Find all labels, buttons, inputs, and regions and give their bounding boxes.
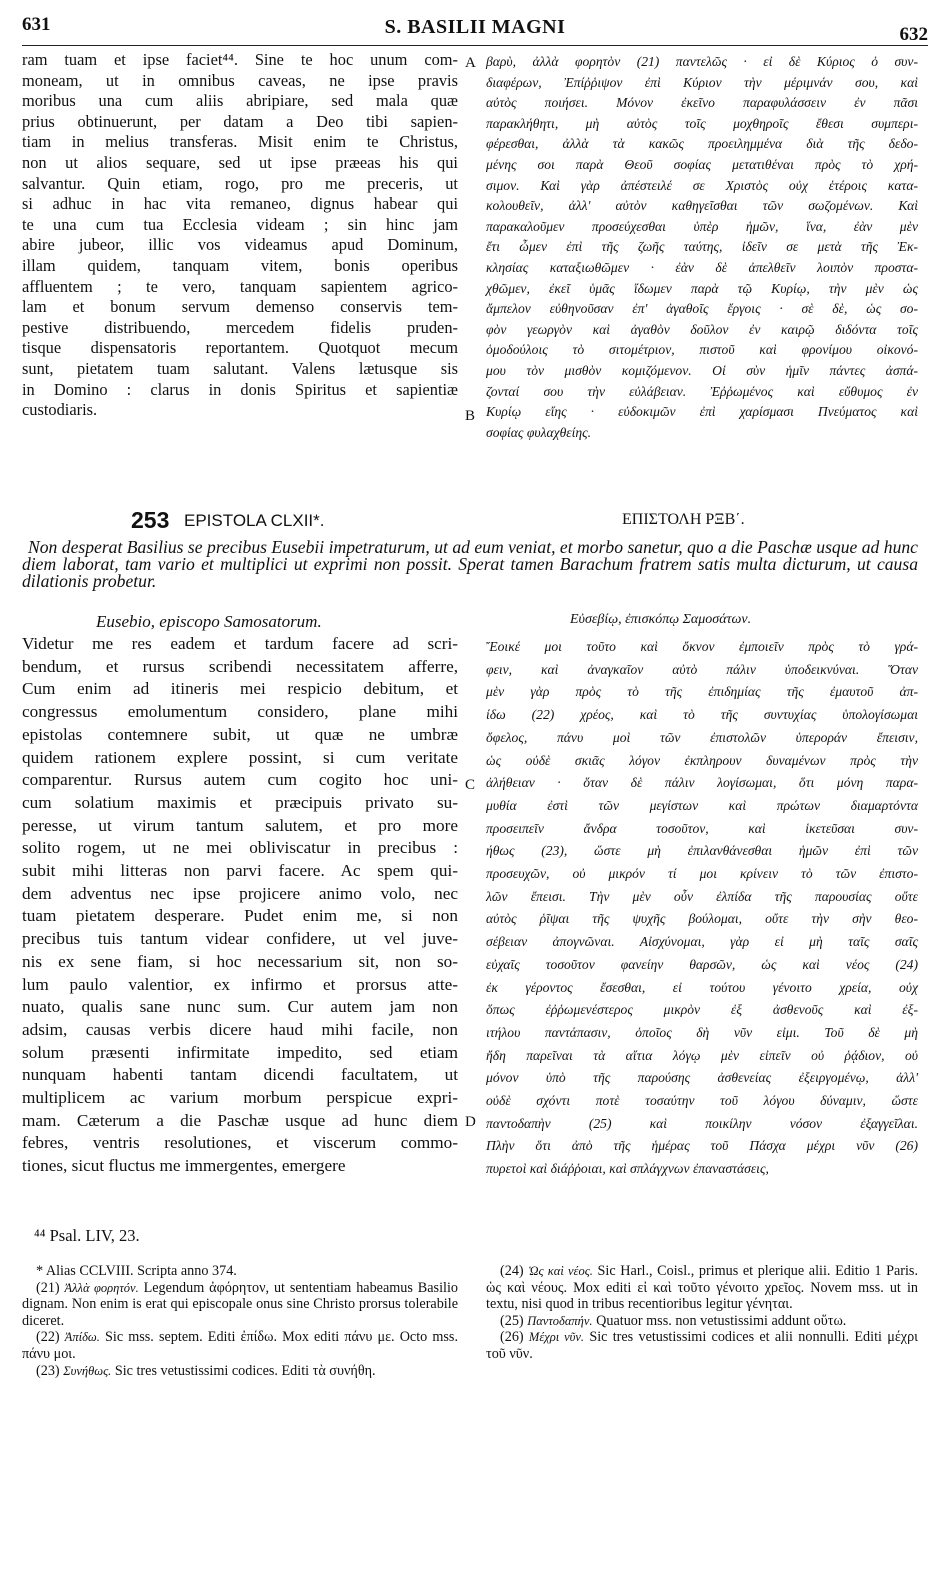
- text-line: ὅπως ἐῤῥωμενέστερος μικρὸν ἐξ ἀσθενοῦς καὶ ἐξ-: [486, 1002, 918, 1018]
- note-text: Quatuor mss. non vetustissimi addunt οὕτω.: [592, 1312, 847, 1329]
- text-line: febres, ventris resolutiones, et viscerum commo-: [22, 1133, 458, 1153]
- note-item: [486, 1263, 918, 1313]
- note-number: (25): [500, 1312, 528, 1329]
- text-line: ιτήλου παντάπασιν, ὁποῖος δὴ νῦν εἰμι. Τοῦ δὲ μὴ: [486, 1024, 918, 1040]
- note-lemma: Μέχρι νῦν.: [528, 1330, 585, 1345]
- text-line: nuato, qualis sane nunc sum. Cur autem jam non: [22, 997, 458, 1017]
- text-line: ὁμοδούλοις τὸ σιτομέτριον, πιστοῦ καὶ φρονίμου οἰκονό-: [486, 342, 918, 358]
- text-line: si adhuc in hac vita remaneo, dignus habear qui: [22, 194, 458, 214]
- text-line: ram tuam et ipse faciet⁴⁴. Sine te hoc unum com-: [22, 50, 458, 69]
- note-number: (24): [500, 1263, 529, 1279]
- text-line: cum solatium maximis et præcipuis privato su-: [22, 792, 458, 812]
- text-line: non ut alios sequare, sed ut ipse præeas his qui: [22, 152, 458, 172]
- text-line: prius obtinuerunt, per datam a Deo tibi sapien-: [22, 111, 458, 131]
- text-line: αὐτὸς ῥῖψαι τῆς ψυχῆς βούλομαι, οὔτε τὴν σὴν θεο-: [486, 911, 918, 927]
- epistle-greek-title: ΕΠΙΣΤΟΛΗ ΡΞΒ΄.: [622, 511, 745, 528]
- text-line: peresse, ut virum tantum salutem, et pro more: [22, 815, 458, 835]
- text-line: Cum enim ad itineris mei respicio debitum, et: [22, 679, 458, 699]
- text-line: σέβειαν ἀπογνῶναι. Αἰσχύνομαι, γὰρ εἰ μὴ ταῖς σαῖς: [486, 934, 918, 950]
- note-number: (23): [36, 1362, 64, 1379]
- text-line: tiones, sicut fluctus me immergentes, emergere: [22, 1156, 346, 1176]
- text-line: moribus una cum aliis abripiare, sed mala quæ: [22, 91, 458, 111]
- body-latin-column: [22, 633, 458, 1178]
- note-text: Sic tres vetustissimi codices. Editi τὰ συνήθη.: [111, 1362, 376, 1379]
- text-line: ἄμπελον εὐθηνοῦσαν ἐπ' ἀγαθοῖς ἔργοις · σὲ δὲ, ὡς σο-: [486, 301, 918, 317]
- text-line: ὄφελος, πάνυ μοὶ τῶν ἐπιστολῶν ὑπεροράν ἔπεισιν,: [486, 729, 918, 745]
- body-greek-column: [486, 636, 918, 1181]
- text-line: εὐχαῖς τοσοῦτον φανείην θαρσῶν, ὡς καὶ νέος (24): [486, 956, 918, 972]
- notes-left-column: [22, 1263, 458, 1379]
- text-line: παντοδαπὴν (25) καὶ ποικίλην νόσον ἐξαγγεῖλαι.: [486, 1115, 918, 1131]
- text-line: Videtur me res eadem et tardum facere ad scri-: [22, 634, 458, 653]
- running-title: S. BASILII MAGNI: [384, 16, 566, 38]
- note-lemma: Ἀλλὰ φορητόν.: [64, 1280, 139, 1295]
- epistle-number: 253: [131, 507, 170, 533]
- page-number-left: 631: [22, 14, 51, 35]
- note-item: [486, 1313, 918, 1330]
- text-line: σιμον. Καὶ γὰρ ἀπέστειλέ σε Χριστὸς οὐχ ἑτέροις κατα-: [486, 177, 918, 193]
- text-line: quidem rationem explere possint, si cum veritate: [22, 747, 458, 767]
- text-line: λῶν ἔπεισι. Τὴν μὲν οὖν ἐλπίδα τῆς παρουσίας οὔτε: [486, 888, 918, 904]
- text-line: φέρεσθαι, ἀλλὰ τὰ κακῶς προειλημμένα διὰ τῆς δεδο-: [486, 136, 918, 152]
- text-line: dem adventus nec ipse projicere animo volo, nec: [22, 883, 458, 903]
- text-line: φὸν γεωργὸν καὶ ἀγαθὸν δοῦλον ἐν καιρῷ διδόντα τοῖς: [486, 321, 918, 337]
- note-item: [22, 1263, 458, 1280]
- margin-letter-d: D: [465, 1114, 476, 1130]
- upper-greek-column: [486, 52, 918, 443]
- text-line: subit mihi litteras non parvi facere. Ac spem qui-: [22, 861, 458, 881]
- text-line: αὐτὸς ποιήσει. Μόνον ἐκεῖνο παραφυλάσσειν ἐν πᾶσι: [486, 95, 918, 111]
- text-line: παρακλήθητι, μὴ αὐτὸς τοῖς μοχθηροῖς ἔθεσι συμπερι-: [486, 115, 918, 131]
- text-line: epistolas contemnere subit, ut quæ ne umbræ: [22, 724, 458, 744]
- address-greek: Εὐσεβίῳ, ἐπισκόπῳ Σαμοσάτων.: [570, 612, 752, 627]
- text-line: διαφέρων, Ἐπίῤῥιψον ἐπὶ Κύριον τὴν μέριμνάν σου, καὶ: [486, 74, 918, 90]
- text-line: οὐδὲ σχόντι ποτὲ τοσαύτην τοῦ λόγου δύναμιν, ὥστε: [486, 1093, 918, 1109]
- margin-letter-c: C: [465, 777, 476, 793]
- text-line: solum præsenti infirmitate impedito, sed etiam: [22, 1042, 458, 1062]
- text-line: ήθως (23), ὥστε μὴ ἐπιλανθάνεσθαι ἡμῶν ἐπὶ τῶν: [486, 843, 918, 859]
- text-line: ίδω (22) χρέος, καὶ τὸ τῆς συντυχίας ὑπολογίσωμαι: [486, 707, 918, 723]
- text-line: mam. Cæterum a die Paschæ usque ad hunc diem: [22, 1110, 458, 1130]
- text-line: precibus tuis tantum videar confidere, ut vel juve-: [22, 929, 458, 949]
- page-number-right: 632: [899, 24, 928, 45]
- margin-letter-a: A: [465, 55, 476, 71]
- text-line: μόνον ὑπὸ τῆς παρούσης ἀσθενείας ἐξειργομένῳ, ἀλλ': [486, 1070, 918, 1086]
- note-text: Sic tres vetustissimi codices et alii nonnulli. Editi μέχρι τοῦ νῦν.: [486, 1329, 918, 1362]
- text-line: κολουθεῖν, ἀλλ' αὐτὸν καθηγεῖσθαι τῶν σωζομένων. Καὶ: [486, 198, 918, 214]
- text-line: adsim, causas verbis dicere haud mihi facile, non: [22, 1019, 458, 1039]
- address-latin: Eusebio, episcopo Samosatorum.: [96, 612, 322, 631]
- note-text: Legendum ἀφόρητον, ut sententiam habeamus Basilio dignam. Non enim is erat qui episcopale onus sine Christo prorsus tolerabile diceret.: [22, 1279, 458, 1329]
- text-line: παρακαλοῦμεν προσεύχεσθαι ὑπὲρ ἡμῶν, ἵνα, ἐὰν μὲν: [486, 218, 918, 234]
- text-line: lum paulo valentior, ex infirmo et prorsus atte-: [22, 974, 458, 994]
- note-number: (21): [36, 1279, 65, 1296]
- text-line: ζονταί σου τὴν εὐλάβειαν. Ἐῤῥωμένος καὶ εὔθυμος ἐν: [486, 383, 918, 399]
- text-line: salvantur. Quin etiam, rogo, pro me preceris, ut: [22, 173, 458, 193]
- note-item: [486, 1329, 918, 1362]
- text-line: moneam, ut in omnibus caveas, ne ipse pravis: [22, 70, 458, 90]
- text-line: sunt, pietatem tuam salutant. Valens lætusque sis: [22, 358, 458, 378]
- text-line: nis ex sene fiam, si hoc necessarium sit, non so-: [22, 951, 458, 971]
- note-item: [22, 1280, 458, 1330]
- text-line: σοφίας φυλαχθείης.: [486, 424, 592, 440]
- text-line: κλησίας καταξιωθῶμεν · ἐὰν δὲ ἀπελθεῖν λοιπὸν προστα-: [486, 259, 918, 275]
- text-line: ἀλήθειαν · ὅταν δὲ πάλιν λογίσωμαι, ὅτι μόνη παρα-: [486, 775, 918, 791]
- text-line: nunquam habenti tantam dicendi facultatem, ut: [22, 1065, 458, 1085]
- text-line: tuam pietatem desperare. Pudet enim me, si non: [22, 906, 458, 926]
- note-lemma: Ὡς καὶ νέος.: [528, 1264, 593, 1278]
- text-line: affluentem ; te vero, tanquam sapientem agrico-: [22, 276, 458, 296]
- text-line: te una cum tua Ecclesia videam ; sin hinc jam: [22, 214, 458, 234]
- text-line: μου τὸν μισθὸν κομιζόμενον. Οἱ σὺν ἡμῖν πάντες ἀσπά-: [486, 362, 918, 378]
- text-line: ὡς οὐδὲ σκιᾶς λόγον ἐκπληρουν δυναμένων πρὸς τὴν: [486, 752, 918, 768]
- text-line: πυρετοὶ καὶ διάῤῥοιαι, καὶ σπλάγχνων ἐπαναστάσεις,: [486, 1161, 769, 1177]
- text-line: φειν, καὶ ἀναγκαῖον αὐτὸ πάλιν ὑποδεικνύναι. Ὅταν: [486, 661, 918, 677]
- text-line: ἤδη παρεῖναι τὰ αἴτια λόγῳ μὲν εἰπεῖν οὐ ῥᾴδιον, οὐ: [486, 1047, 918, 1063]
- text-line: solito rogem, ut ne mei obliviscatur in precibus :: [22, 838, 458, 858]
- text-line: abire jubeor, illic vos videamus apud Dominum,: [22, 235, 458, 255]
- text-line: Ἔοικέ μοι τοῦτο καὶ ὄκνον ἐμποιεῖν πρὸς τὸ γρά-: [486, 639, 918, 654]
- text-line: προσευχῶν, οὐ μικρόν τί μοι κρίνειν τὸ τῶν ἐπιστο-: [486, 866, 918, 882]
- text-line: in Domino : clarus in donis Spiritus et sapientiæ: [22, 379, 458, 399]
- text-line: tisque dispensatoris reportantem. Quotquot mecum: [22, 338, 458, 358]
- text-line: βαρὺ, ἀλλὰ φορητὸν (21) παντελῶς · εἰ δὲ Κύριος ὁ συν-: [486, 54, 918, 69]
- note-number: * Alias CCLVIII. Scripta anno 374.: [36, 1263, 237, 1279]
- margin-letter-b: B: [465, 408, 476, 424]
- text-line: multiplicem ac varium morbum perspicue expri-: [22, 1088, 458, 1108]
- text-line: χθῶμεν, ἐκεῖ ὑμᾶς ἴδωμεν παρὰ τῷ Κυρίῳ, τὴν μὲν ὡς: [486, 280, 918, 296]
- text-line: pestive distribuendo, mercedem fidelis pruden-: [22, 317, 458, 337]
- epistle-argument: Non desperat Basilius se precibus Eusebii impetraturum, ut ad eum veniat, et morbo sanetur, quo a die Paschæ usque ad hunc diem laborat, tam vario et multiplici ut exprimi non possit. Sperat tamen Barachum fratrem satis multa dicturum, ut causa dilationis probetur.: [22, 537, 918, 592]
- text-line: tiam in melius transferas. Misit enim te Christus,: [22, 132, 458, 152]
- text-line: Κυρίῳ εἴης · εὐδοκιμῶν ἐπὶ χαρίσμασι Πνεύματος καὶ: [486, 404, 918, 420]
- note-lemma: Ἀπίδω.: [64, 1330, 100, 1345]
- note-lemma: Συνήθως.: [63, 1363, 112, 1378]
- text-line: comparentur. Rursus autem cum cogito hoc uni-: [22, 770, 458, 790]
- text-line: προσειπεῖν ἄνδρα τοσοῦτον, καὶ ἱκετεῦσαι συν-: [486, 820, 918, 836]
- text-line: μὲν γὰρ πρὸς τὸ τῆς ἐπιδημίας τῆς ἐμαυτοῦ ἀπ-: [486, 684, 918, 700]
- note-number: (22): [36, 1329, 65, 1346]
- text-line: lam et bonum servum demenso conservis tem-: [22, 297, 458, 317]
- note-lemma: Παντοδαπήν.: [527, 1313, 593, 1328]
- text-line: μυθία ἐστὶ τῶν μεγίστων καὶ πρώτων διαμαρτόντα: [486, 797, 918, 813]
- note-text: Sic mss. septem. Editi ἐπίδω. Mox editi πάνυ με. Octo mss. πάνυ μοι.: [22, 1329, 458, 1362]
- footnote-44: ⁴⁴ Psal. LIV, 23.: [34, 1226, 140, 1245]
- text-line: ἔτι ὦμεν ἐπὶ τῆς ζωῆς ταύτης, ἰδεῖν σε μετὰ τῆς Ἐκ-: [486, 239, 918, 255]
- epistle-latin-title: EPISTOLA CLXII*.: [184, 511, 325, 530]
- text-line: μένης σοι παρὰ Θεοῦ σοφίας μετατιθέναι πρὸς τὸ χρή-: [486, 156, 918, 172]
- text-line: illam quidem, tanquam vitem, bonis operibus: [22, 255, 458, 275]
- note-number: (26): [500, 1329, 529, 1346]
- text-line: bendum, et rursus scribendi necessitatem afferre,: [22, 656, 458, 676]
- text-line: ἐκ γέροντος ἔσεσθαι, εἰ τούτου γένοιτο χρεία, οὐχ: [486, 979, 918, 995]
- note-text: Sic Harl., Coisl., primus et plerique alii. Editio 1 Paris. ὡς καὶ νέους. Mox editi εἰ καὶ τοῦτο γένοιτο χρεῖος. Novem mss. ut in textu, nisi quod in tribus recentioribus legitur γένηται.: [486, 1263, 918, 1313]
- header-rule: [22, 45, 928, 46]
- notes-right-column: [486, 1263, 918, 1363]
- upper-latin-column: [22, 50, 458, 421]
- running-header: [22, 10, 928, 45]
- text-line: custodiaris.: [22, 400, 98, 420]
- text-line: congressus emolumentum considero, plane mihi: [22, 702, 458, 722]
- note-item: [22, 1329, 458, 1362]
- text-line: Πλὴν ὅτι ἀπὸ τῆς ἡμέρας τοῦ Πάσχα μέχρι νῦν (26): [486, 1138, 918, 1154]
- note-item: [22, 1363, 458, 1380]
